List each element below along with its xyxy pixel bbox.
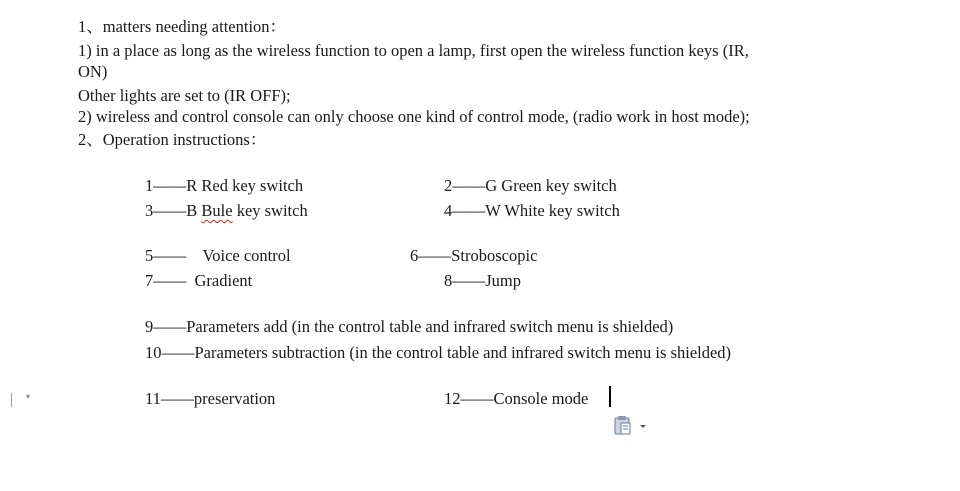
paragraph-1-line-2: ON) <box>78 62 108 81</box>
margin-dropdown-icon[interactable]: ▾ <box>26 392 31 401</box>
instruction-1: 1——R Red key switch <box>145 176 304 195</box>
heading-operation: 2、Operation instructions： <box>78 130 267 149</box>
instruction-3 <box>145 201 308 221</box>
paragraph-3: 2) wireless and control console can only choose one kind of control mode, (radio work in host mode); <box>78 107 750 126</box>
text-cursor <box>609 386 611 407</box>
instruction-2: 2——G Green key switch <box>444 176 617 195</box>
instruction-3-prefix: 3——B <box>145 201 202 220</box>
instruction-4: 4——W White key switch <box>444 201 620 220</box>
paste-options-icon <box>613 415 647 435</box>
instruction-5: 5—— Voice control <box>145 246 291 265</box>
paragraph-2: Other lights are set to (IR OFF); <box>78 86 291 105</box>
heading-matters: 1、matters needing attention： <box>78 17 287 36</box>
spelling-error-word[interactable]: Bule <box>201 201 233 220</box>
instruction-3-suffix: key switch <box>232 201 308 220</box>
instruction-6: 6——Stroboscopic <box>410 246 538 265</box>
instruction-11: 11——preservation <box>145 389 276 408</box>
paste-options-button[interactable] <box>613 415 647 435</box>
margin-marker <box>11 393 12 407</box>
instruction-12: 12——Console mode <box>444 389 589 408</box>
paragraph-1-line-1: 1) in a place as long as the wireless function to open a lamp, first open the wireless function keys (IR, <box>78 41 749 60</box>
instruction-10: 10——Parameters subtraction (in the control table and infrared switch menu is shielded) <box>145 343 732 362</box>
instruction-7: 7—— Gradient <box>145 271 253 290</box>
instruction-9: 9——Parameters add (in the control table and infrared switch menu is shielded) <box>145 317 674 336</box>
instruction-8: 8——Jump <box>444 271 522 290</box>
